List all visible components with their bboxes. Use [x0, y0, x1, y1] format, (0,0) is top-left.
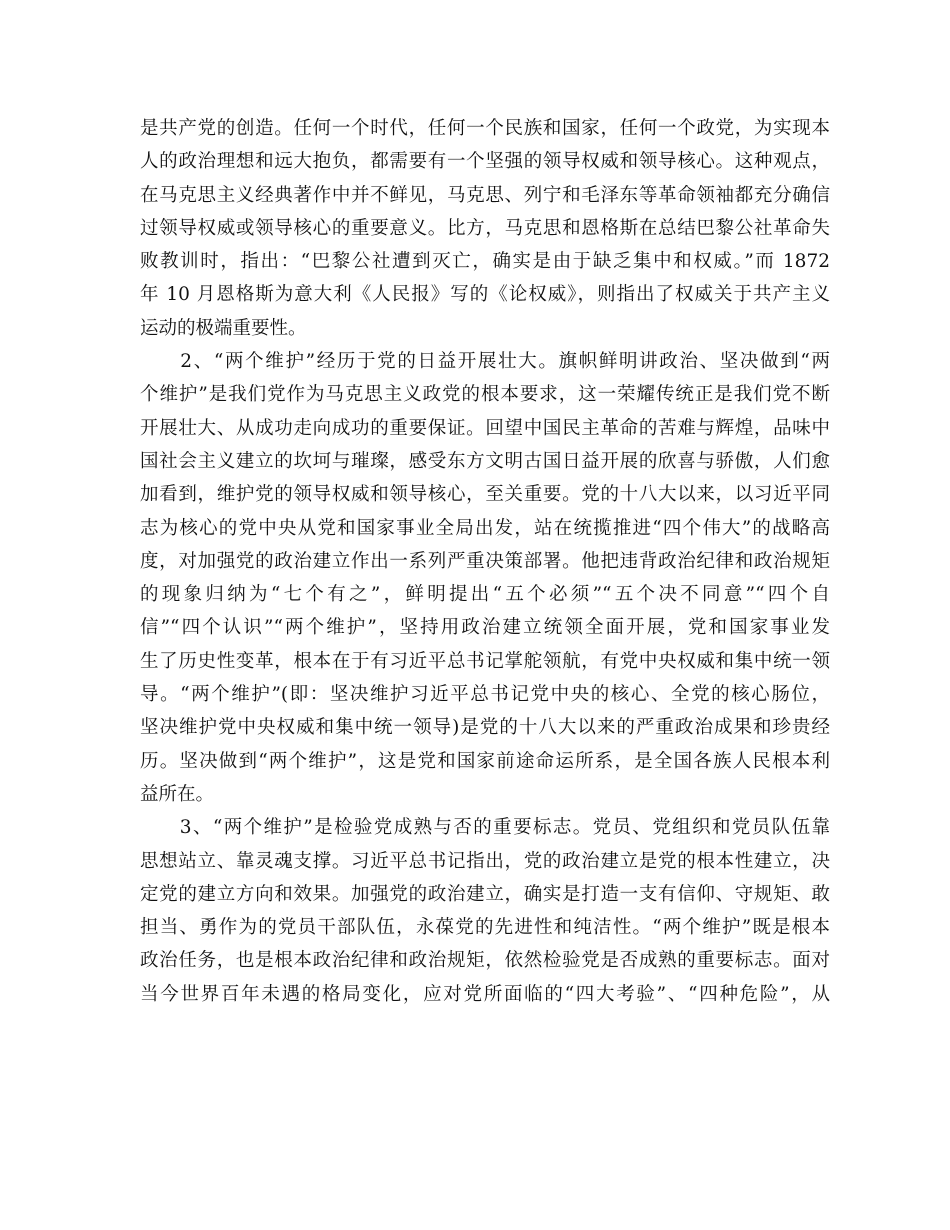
- text-line: 益所在。: [140, 783, 215, 805]
- text-line: 在马克思主义经典著作中并不鲜见，马克思、列宁和毛泽东等革命领袖都充分确信: [140, 184, 830, 206]
- text-line: 年 10 月恩格斯为意大利《人民报》写的《论权威》，则指出了权威关于共产主义: [140, 284, 830, 306]
- text-line: 导。“两个维护”(即：坚决维护习近平总书记党中央的核心、全党的核心肠位，: [140, 684, 830, 706]
- body-text: [140, 112, 830, 1011]
- text-line: 过领导权威或领导核心的重要意义。比方，马克思和恩格斯在总结巴黎公社革命失: [140, 217, 830, 239]
- text-line: 政治任务，也是根本政治纪律和政治规矩，依然检验党是否成熟的重要标志。面对: [140, 950, 830, 972]
- text-line: 志为核心的党中央从党和国家事业全局出发，站在统揽推进“四个伟大”的战略高: [140, 517, 830, 539]
- text-line: 加看到，维护党的领导权威和领导核心，至关重要。党的十八大以来，以习近平同: [140, 484, 830, 506]
- text-line: 3、“两个维护”是检验党成熟与否的重要标志。党员、党组织和党员队伍靠: [140, 817, 830, 839]
- text-line: 人的政治理想和远大抱负，都需要有一个坚强的领导权威和领导核心。这种观点，: [140, 151, 830, 173]
- text-line: 度，对加强党的政治建立作出一系列严重决策部署。他把违背政治纪律和政治规矩: [140, 550, 830, 572]
- text-line: 担当、勇作为的党员干部队伍，永葆党的先进性和纯洁性。“两个维护”既是根本: [140, 917, 830, 939]
- paragraph-1: [140, 112, 830, 345]
- text-line: 的现象归纳为“七个有之”，鲜明提出“五个必须”“五个决不同意”“四个自: [140, 584, 830, 606]
- paragraph-2: [140, 345, 830, 811]
- text-line: 当今世界百年未遇的格局变化，应对党所面临的“四大考验”、“四种危险”，从: [140, 983, 830, 1005]
- text-line: 是共产党的创造。任何一个时代，任何一个民族和国家，任何一个政党，为实现本: [140, 118, 830, 139]
- text-line: 思想站立、靠灵魂支撑。习近平总书记指出，党的政治建立是党的根本性建立，决: [140, 850, 830, 872]
- text-line: 历。坚决做到“两个维护”，这是党和国家前途命运所系，是全国各族人民根本利: [140, 750, 830, 772]
- text-line: 信”“四个认识”“两个维护”，坚持用政治建立统领全面开展，党和国家事业发: [140, 617, 830, 639]
- text-line: 2、“两个维护”经历于党的日益开展壮大。旗帜鲜明讲政治、坚决做到“两: [140, 351, 830, 373]
- text-line: 败教训时，指出：“巴黎公社遭到灭亡，确实是由于缺乏集中和权威。”而 1872: [140, 251, 830, 273]
- text-line: 运动的极端重要性。: [140, 317, 307, 339]
- text-line: 开展壮大、从成功走向成功的重要保证。回望中国民主革命的苦难与辉煌，品味中: [140, 417, 830, 439]
- text-line: 国社会主义建立的坎坷与璀璨，感受东方文明古国日益开展的欣喜与骄傲，人们愈: [140, 450, 830, 472]
- text-line: 坚决维护党中央权威和集中统一领导)是党的十八大以来的严重政治成果和珍贵经: [140, 717, 830, 739]
- text-line: 生了历史性变革，根本在于有习近平总书记掌舵领航，有党中央权威和集中统一领: [140, 650, 830, 672]
- paragraph-3: [140, 811, 830, 1011]
- text-line: 个维护”是我们党作为马克思主义政党的根本要求，这一荣耀传统正是我们党不断: [140, 384, 830, 406]
- text-line: 定党的建立方向和效果。加强党的政治建立，确实是打造一支有信仰、守规矩、敢: [140, 883, 830, 905]
